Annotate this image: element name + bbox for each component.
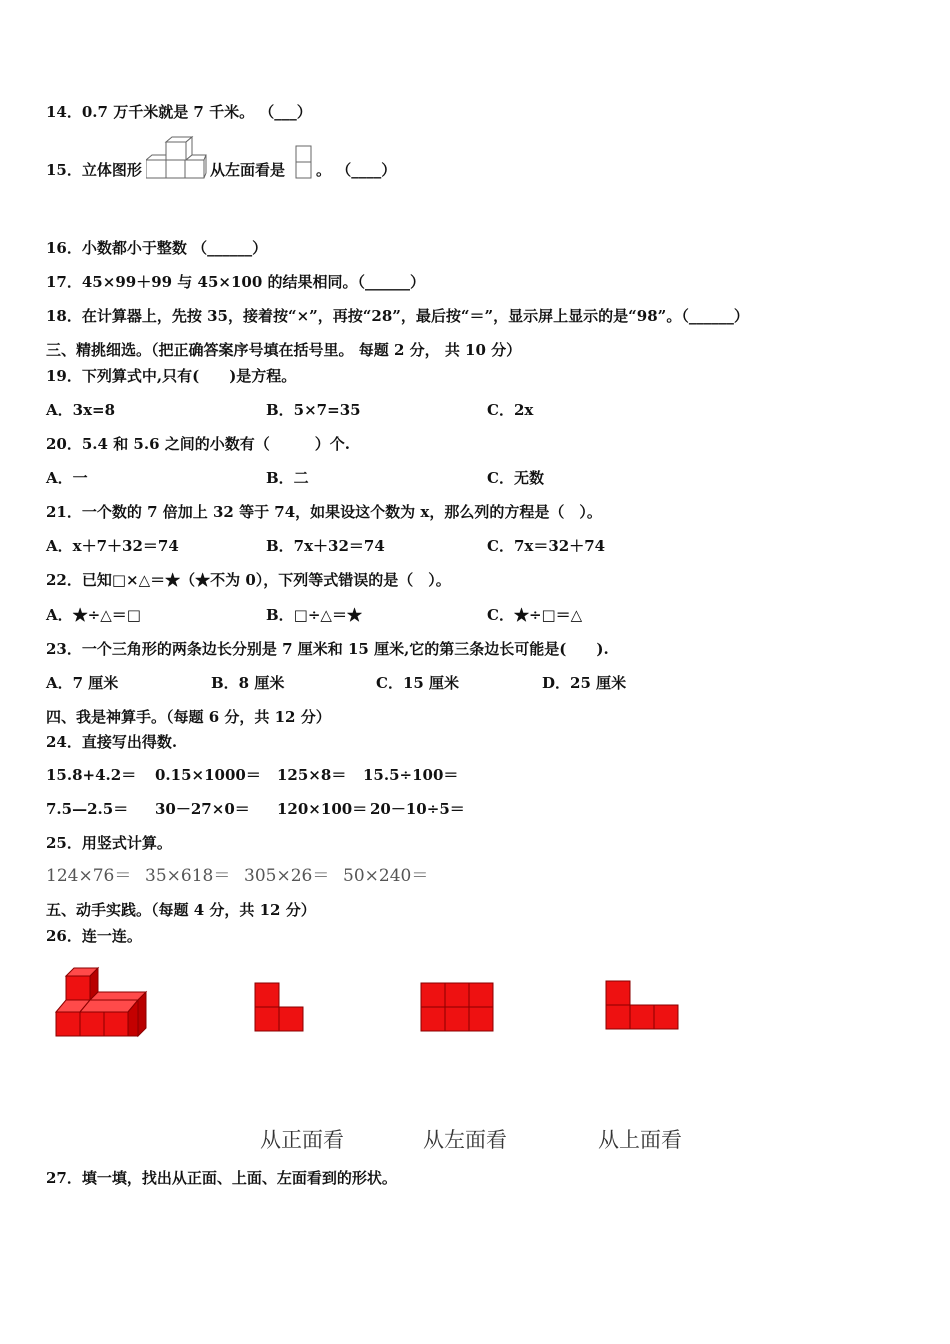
q24-row1-item: 125×8＝ [277,766,347,784]
label-front-view: 从正面看 [260,1128,344,1152]
red-cube-solid-icon [52,966,152,1042]
q20-option-c[interactable]: C．无数 [487,469,544,487]
q23-option-a[interactable]: A．7 厘米 [46,674,119,692]
q25-item: 305×26＝ [244,866,330,886]
question-18: 18．在计算器上，先按 35，接着按“×”，再按“28”，最后按“＝”，显示屏上显示的是“98”。（______） [46,307,749,325]
q24-row2-item: 20－10÷5＝ [370,800,465,818]
q20-option-b[interactable]: B．二 [266,469,309,487]
question-26: 26．连一连。 [46,927,142,945]
question-25: 25．用竖式计算。 [46,834,172,852]
label-top-view: 从上面看 [598,1128,682,1152]
q21-option-c[interactable]: C．7x＝32＋74 [487,537,606,555]
q23-option-c[interactable]: C．15 厘米 [376,674,460,692]
view-shape-2-icon [420,982,496,1034]
q19-option-a[interactable]: A．3x=8 [46,401,116,419]
q24-row2-item: 7.5—2.5＝ [46,800,129,818]
question-20: 20．5.4 和 5.6 之间的小数有（ ）个. [46,435,350,453]
question-19: 19．下列算式中,只有( )是方程。 [46,367,297,385]
question-27: 27．填一填，找出从正面、上面、左面看到的形状。 [46,1169,397,1187]
q24-row2-item: 120×100＝ [277,800,368,818]
question-17: 17．45×99＋99 与 45×100 的结果相同。（______） [46,273,425,291]
q25-item: 124×76＝ [46,866,132,886]
q22-option-c[interactable]: C．★÷□＝△ [487,606,583,624]
question-15 [46,160,142,180]
q22-option-b[interactable]: B．□÷△＝★ [266,606,362,624]
view-shape-3-icon [605,980,681,1032]
section-3-heading: 三、精挑细选。（把正确答案序号填在括号里。 每题 2 分， 共 10 分） [46,341,522,359]
q21-option-a[interactable]: A．x＋7＋32＝74 [46,537,179,555]
question-21: 21．一个数的 7 倍加上 32 等于 74，如果设这个数为 x，那么列的方程是（ ）。 [46,503,602,521]
q19-option-b[interactable]: B．5×7=35 [266,401,361,419]
q21-option-b[interactable]: B．7x＋32＝74 [266,537,385,555]
q15-middle: 从左面看是 [210,161,286,179]
question-16: 16．小数都小于整数 （______） [46,239,268,257]
question-24: 24．直接写出得数. [46,733,178,751]
solid-figure-icon [146,135,210,181]
question-14: 14．0.7 万千米就是 7 千米。 （___） [46,103,312,121]
q24-row2-item: 30－27×0＝ [155,800,250,818]
view-shape-1-icon [254,982,306,1034]
q24-row1-item: 15.5÷100＝ [363,766,459,784]
question-22: 22．已知□×△＝★（★不为 0），下列等式错误的是（ ）。 [46,571,451,589]
section-4-heading: 四、我是神算手。（每题 6 分，共 12 分） [46,708,331,726]
q15-suffix: 。 （____） [316,161,397,179]
section-5-heading: 五、动手实践。（每题 4 分，共 12 分） [46,901,316,919]
q24-row1-item: 0.15×1000＝ [155,766,261,784]
q19-option-c[interactable]: C．2x [487,401,534,419]
label-left-view: 从左面看 [423,1128,507,1152]
q15-prefix: 15．立体图形 [46,161,142,179]
q23-option-b[interactable]: B．8 厘米 [211,674,285,692]
q20-option-a[interactable]: A．一 [46,469,88,487]
q25-item: 50×240＝ [343,866,429,886]
q24-row1-item: 15.8+4.2＝ [46,766,137,784]
question-23: 23．一个三角形的两条边长分别是 7 厘米和 15 厘米,它的第三条边长可能是( ). [46,640,609,658]
q25-item: 35×618＝ [145,866,231,886]
q23-option-d[interactable]: D．25 厘米 [542,674,627,692]
left-view-icon [295,145,313,181]
q22-option-a[interactable]: A．★÷△＝□ [46,606,141,624]
